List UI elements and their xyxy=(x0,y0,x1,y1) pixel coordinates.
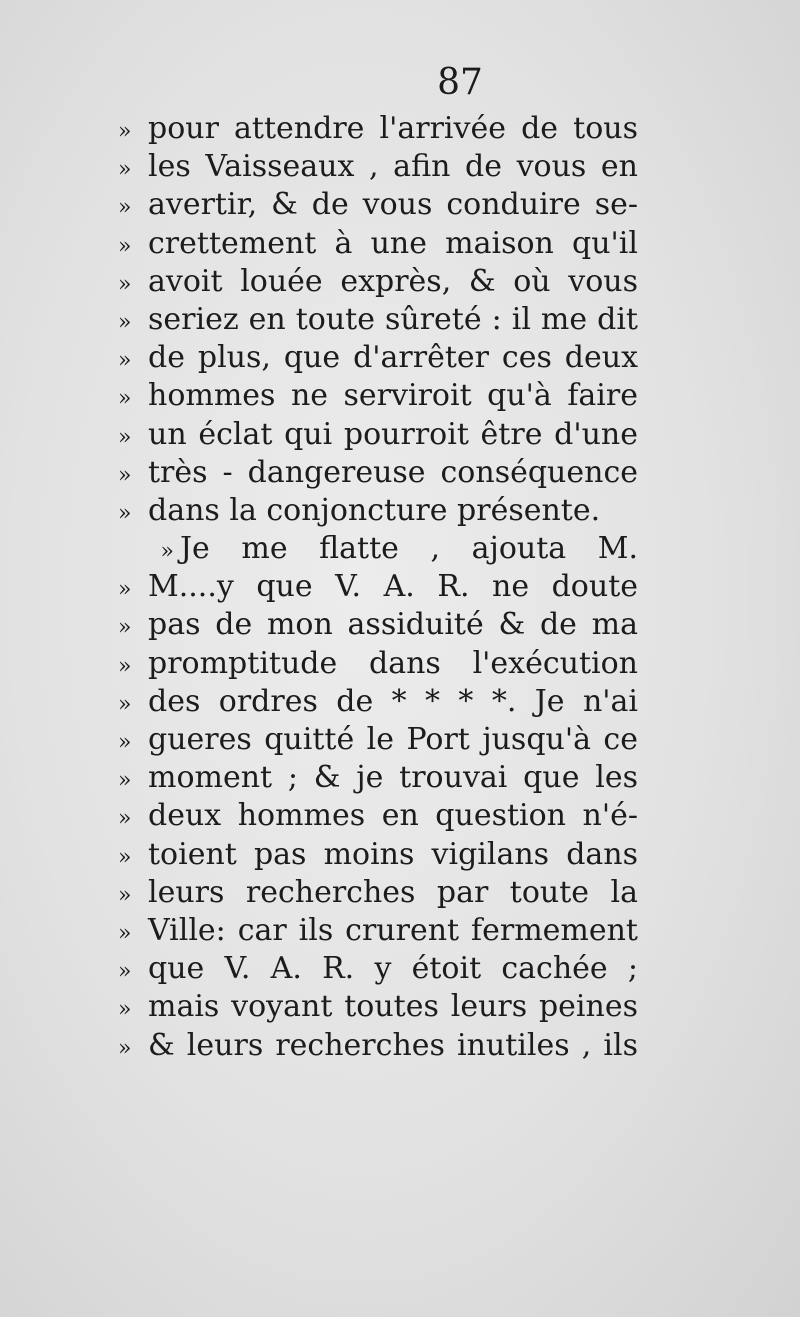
line-text: gueres quitté le Port jusqu'à ce xyxy=(148,722,638,757)
text-line xyxy=(118,377,638,415)
text-line xyxy=(118,683,638,721)
line-text: pour attendre l'arrivée de tous xyxy=(148,111,638,146)
text-line xyxy=(118,148,638,186)
quote-marker: » xyxy=(118,653,132,679)
line-text: des ordres de * * * *. Je n'ai xyxy=(148,683,638,719)
quote-marker: » xyxy=(118,195,132,221)
text-line xyxy=(118,186,638,224)
quote-marker: » xyxy=(118,959,132,985)
text-line xyxy=(118,568,638,606)
quote-marker: » xyxy=(118,157,132,183)
line-text: promptitude dans l'exécution xyxy=(148,645,638,681)
line-text: & leurs recherches inutiles , ils xyxy=(148,1027,638,1063)
line-text: pas de mon assiduité & de ma xyxy=(148,607,638,643)
line-text: leurs recherches par toute la xyxy=(148,874,638,910)
text-line xyxy=(118,645,638,683)
text-line xyxy=(118,950,638,988)
quote-marker: » xyxy=(118,348,132,374)
line-text: dans la conjoncture présente. xyxy=(148,492,601,528)
text-line xyxy=(118,301,638,339)
quote-marker: » xyxy=(118,462,132,488)
quote-marker: » xyxy=(118,577,132,603)
line-text: moment ; & je trouvai que les xyxy=(148,760,638,796)
line-text: M....y que V. A. R. ne doute xyxy=(148,569,638,605)
line-text: Je me flatte , ajouta M. xyxy=(180,531,638,567)
text-line xyxy=(118,492,638,530)
text-line xyxy=(118,797,638,835)
line-text: hommes ne serviroit qu'à faire xyxy=(148,378,638,414)
quote-marker: » xyxy=(118,844,132,870)
quote-marker: » xyxy=(118,920,132,946)
quote-marker: » xyxy=(118,309,132,335)
line-text: avoit louée exprès, & où vous xyxy=(148,263,638,299)
line-text: seriez en toute sûreté : il me dit xyxy=(148,301,638,337)
text-line xyxy=(118,263,638,301)
line-text: toient pas moins vigilans dans xyxy=(148,836,638,872)
text-line xyxy=(118,912,638,950)
text-line xyxy=(118,339,638,377)
quote-marker: » xyxy=(118,386,132,412)
line-text: deux hommes en question n'é- xyxy=(148,798,638,834)
text-line xyxy=(118,836,638,874)
quote-marker: » xyxy=(118,691,132,717)
body-text xyxy=(118,110,638,1065)
quote-marker: » xyxy=(118,233,132,259)
quote-marker: » xyxy=(160,539,174,565)
line-text: les Vaisseaux , afin de vous en xyxy=(148,149,638,185)
text-line xyxy=(118,721,638,759)
quote-marker: » xyxy=(118,730,132,755)
text-line xyxy=(118,110,638,148)
quote-marker: » xyxy=(118,806,132,832)
text-line xyxy=(118,988,638,1026)
text-line xyxy=(118,759,638,797)
text-line xyxy=(118,530,638,568)
line-text: crettement à une maison qu'il xyxy=(148,225,638,261)
line-text: de plus, que d'arrêter ces deux xyxy=(148,340,638,376)
text-line xyxy=(118,454,638,492)
page-number: 87 xyxy=(437,62,483,103)
quote-marker: » xyxy=(118,119,132,144)
quote-marker: » xyxy=(118,882,132,908)
quote-marker: » xyxy=(118,1035,132,1061)
quote-marker: » xyxy=(118,615,132,641)
quote-marker: » xyxy=(118,424,132,450)
line-text: Ville: car ils crurent fermement xyxy=(148,912,638,948)
quote-marker: » xyxy=(118,768,132,794)
text-line xyxy=(118,606,638,644)
text-line xyxy=(118,416,638,454)
line-text: que V. A. R. y étoit cachée ; xyxy=(148,951,638,987)
quote-marker: » xyxy=(118,271,132,297)
line-text: mais voyant toutes leurs peines xyxy=(148,989,638,1025)
quote-marker: » xyxy=(118,500,132,526)
quote-marker: » xyxy=(118,997,132,1023)
text-line xyxy=(118,225,638,263)
line-text: un éclat qui pourroit être d'une xyxy=(148,416,638,452)
text-line xyxy=(118,1027,638,1065)
line-text: avertir, & de vous conduire se- xyxy=(148,187,638,223)
text-line xyxy=(118,874,638,912)
line-text: très - dangereuse conséquence xyxy=(148,454,638,490)
